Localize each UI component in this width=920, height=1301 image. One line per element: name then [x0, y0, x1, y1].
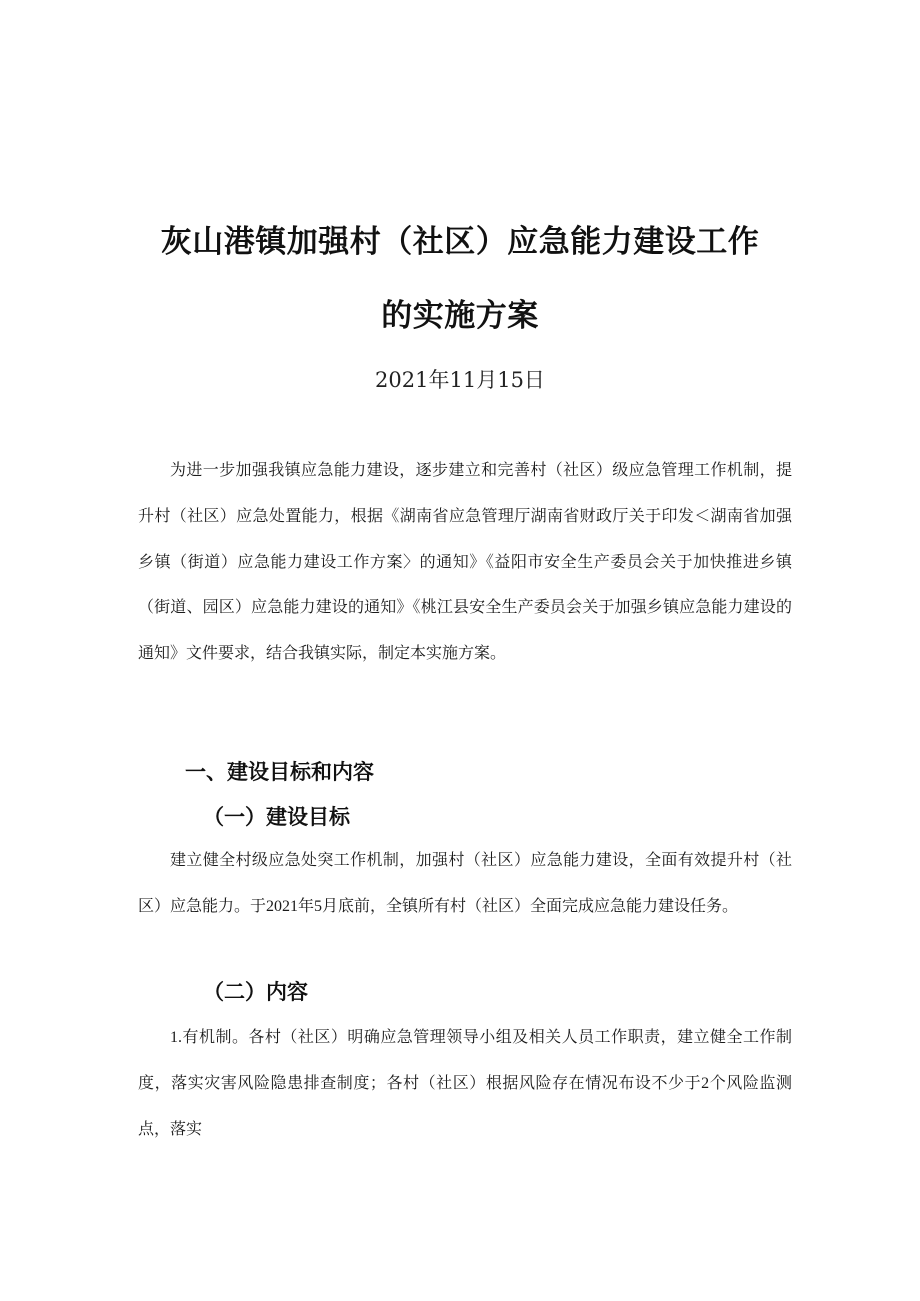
document-title-line-2: 的实施方案 — [381, 298, 539, 334]
document-title-line-1: 灰山港镇加强村（社区）应急能力建设工作 — [160, 224, 760, 260]
goal-paragraph: 建立健全村级应急处突工作机制，加强村（社区）应急能力建设，全面有效提升村（社区）应急能力。于2021年5月底前，全镇所有村（社区）全面完成应急能力建设任务。 — [138, 852, 792, 915]
intro-paragraph: 为进一步加强我镇应急能力建设，逐步建立和完善村（社区）级应急管理工作机制，提升村（社区）应急处置能力，根据《湖南省应急管理厅湖南省财政厅关于印发＜湖南省加强乡镇（街道）应急能力建设工作方案〉的通知》《益阳市安全生产委员会关于加快推进乡镇（街道、园区）应急能力建设的通知》《桃江县安全生产委员会关于加强乡镇应急能力建设的通知》文件要求，结合我镇实际，制定本实施方案。 — [138, 462, 792, 663]
content-paragraph: 1.有机制。各村（社区）明确应急管理领导小组及相关人员工作职责，建立健全工作制度，落实灾害风险隐患排查制度；各村（社区）根据风险存在情况布设不少于2个风险监测点，落实 — [138, 1029, 792, 1138]
subsection-heading-content: （二）内容 — [203, 980, 308, 1004]
subsection-heading-goal: （一）建设目标 — [203, 805, 350, 829]
section-heading-1: 一、建设目标和内容 — [185, 760, 374, 784]
document-date: 2021年11月15日 — [375, 368, 545, 392]
